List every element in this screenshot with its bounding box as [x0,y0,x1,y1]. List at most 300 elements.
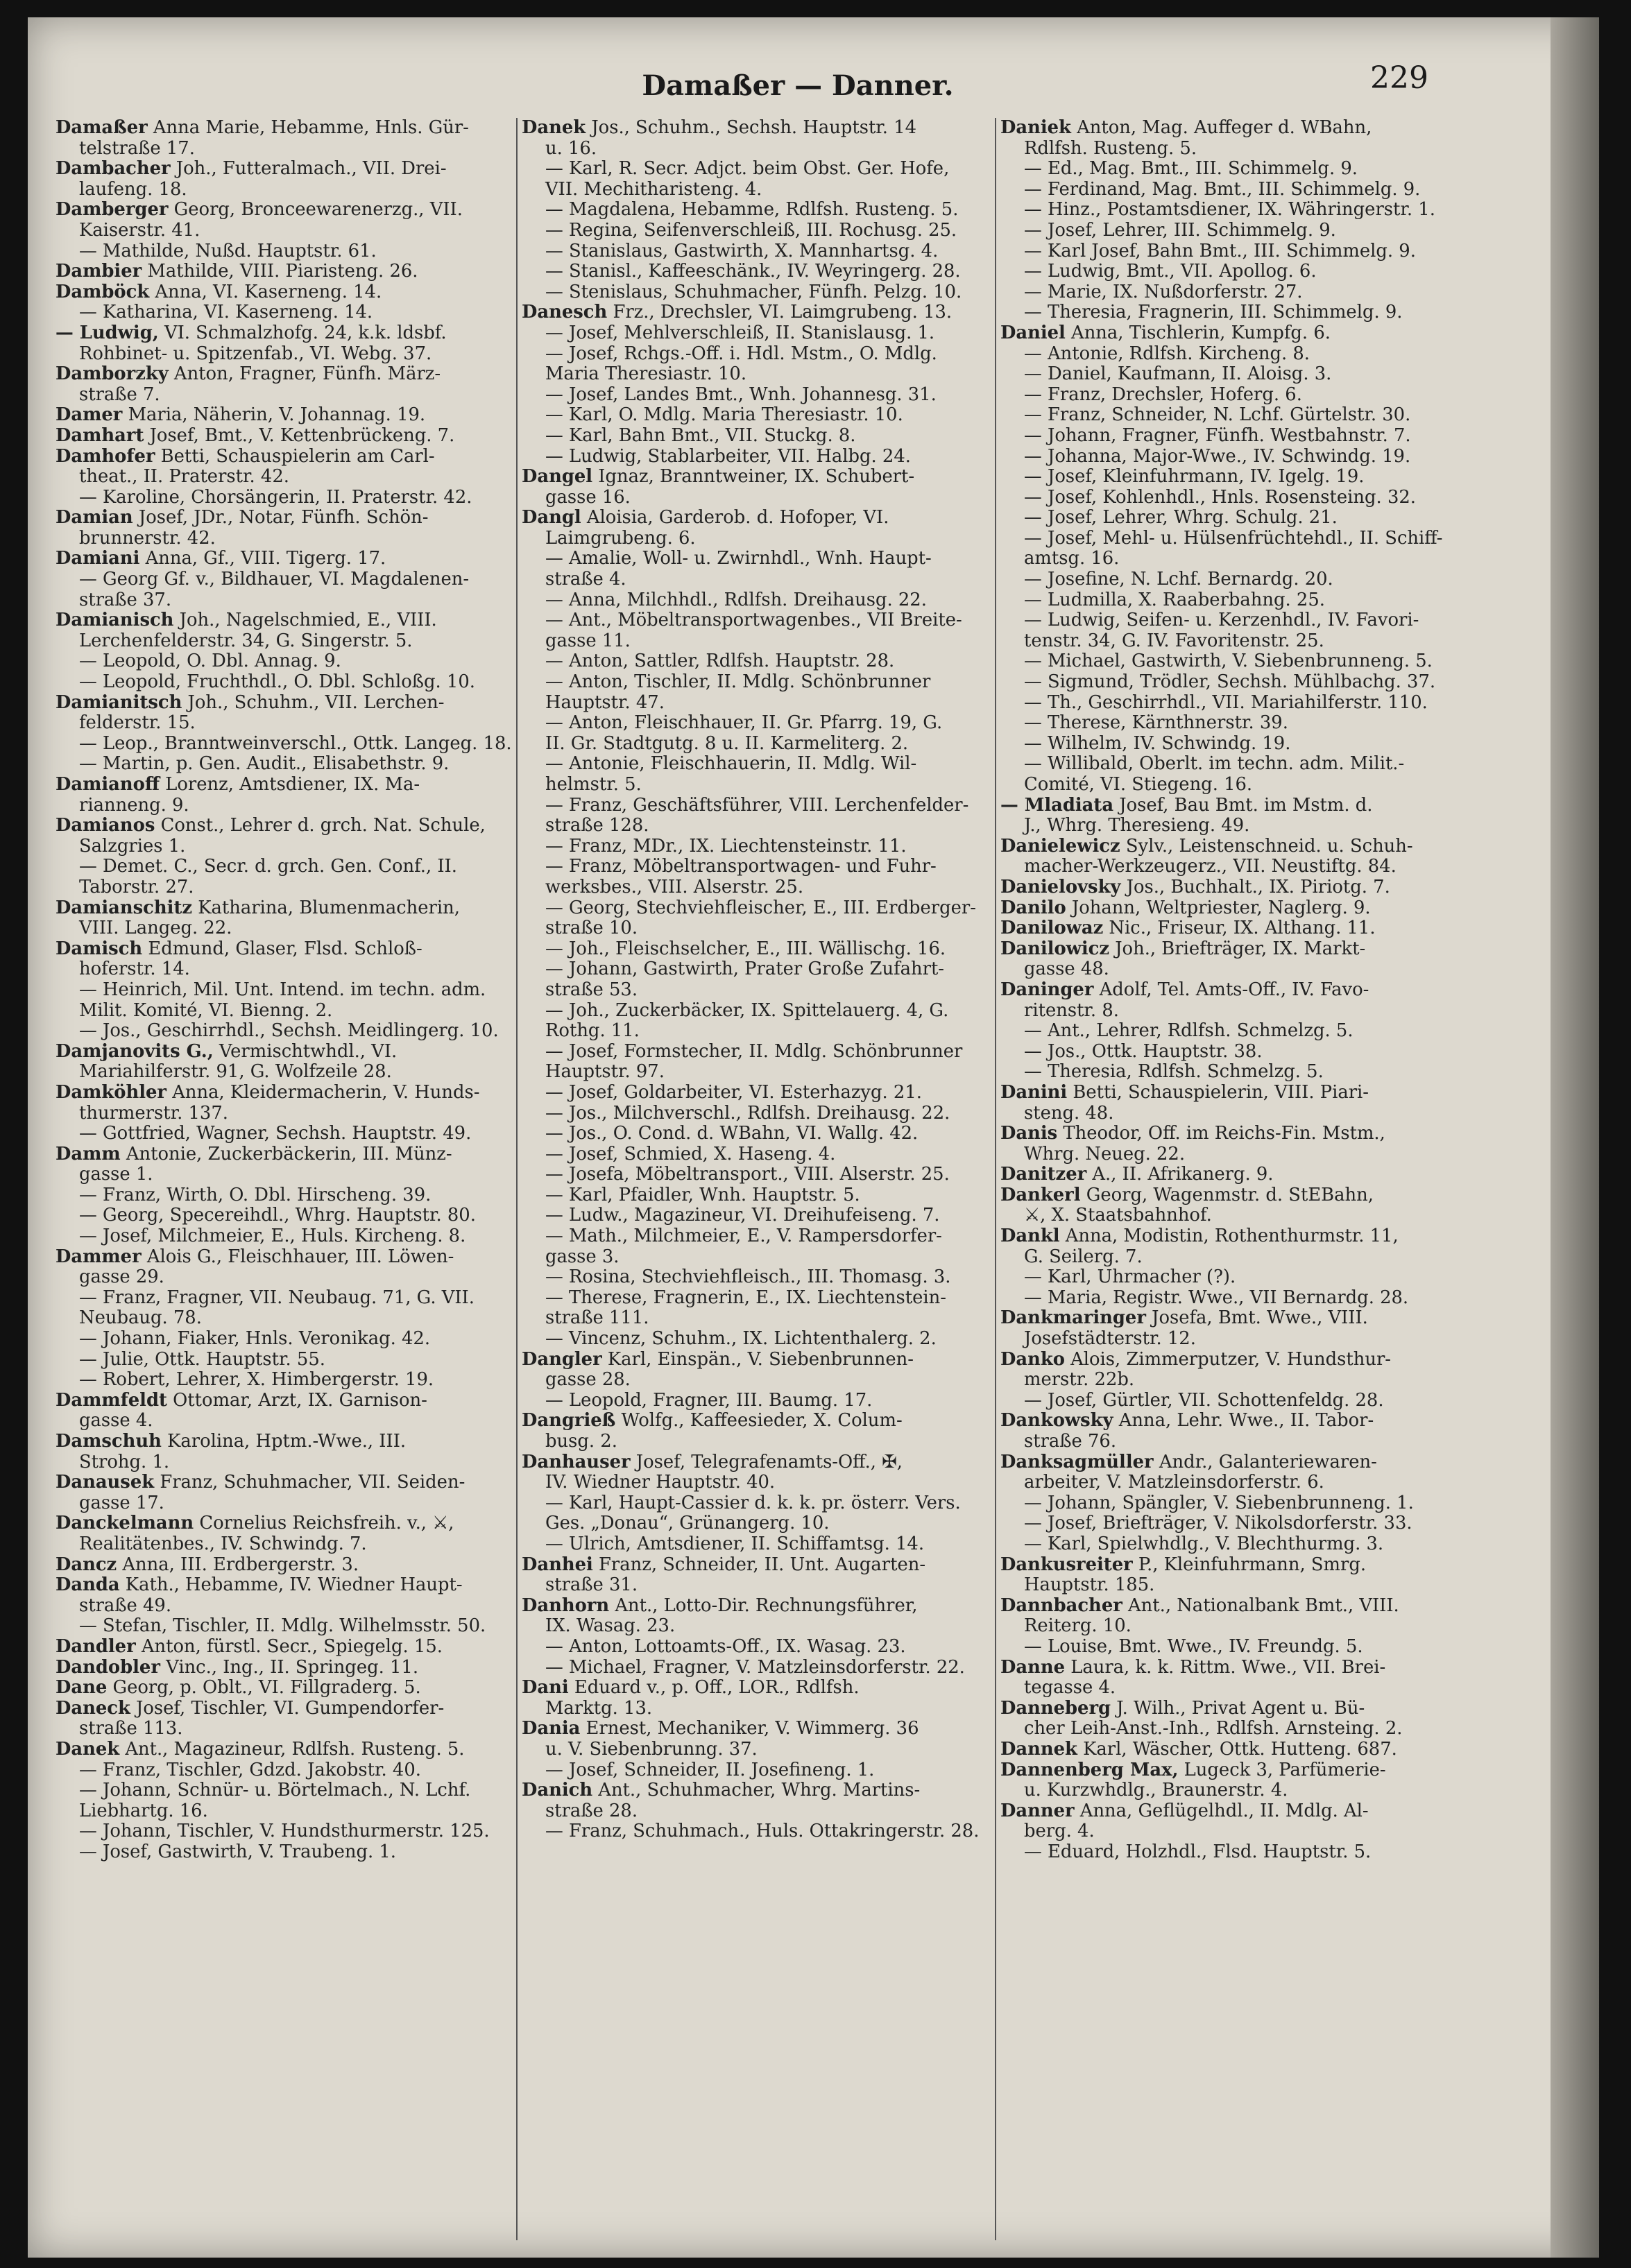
directory-entry-line [522,610,992,631]
entry-text: — Regina, Seifenverschleiß, III. Rochusg. 25. [545,220,957,241]
directory-entry-line [1000,1350,1486,1371]
entry-surname: Damianoff [55,775,160,795]
directory-entry-line [1000,200,1486,221]
directory-entry-line [55,816,513,836]
entry-surname: Damianos [55,816,155,836]
entry-surname: Danesch [522,302,608,323]
entry-surname: Damhart [55,425,144,446]
directory-entry-line [522,467,992,488]
directory-entry-line [55,323,513,344]
directory-entry-line [522,775,992,796]
directory-entry-line [522,1637,992,1658]
directory-entry-line [1000,918,1486,939]
entry-text: — Josef, Mehlverschleiß, II. Stanislausg. 1. [545,323,935,343]
directory-entry-line [522,796,992,816]
directory-entry-line [55,1411,513,1432]
entry-text: — Stanislaus, Gastwirth, X. Mannhartsg. 4. [545,241,939,261]
entry-text: gasse 29. [79,1267,164,1288]
entry-text: felderstr. 15. [79,713,196,734]
directory-entry-line [1000,1042,1486,1063]
entry-text: Franz, Schuhmacher, VII. Seiden- [154,1472,466,1493]
entry-text: Josef, Telegrafenamts-Off., ✠, [630,1452,903,1472]
entry-text: — Ludwig, Stablarbeiter, VII. Halbg. 24. [545,446,911,467]
directory-entry-line [55,1678,513,1699]
entry-text: ⚔, X. Staatsbahnhof. [1024,1205,1212,1226]
entry-text: — Willibald, Oberlt. im techn. adm. Milit.- [1024,754,1405,775]
directory-entry-line [522,1821,992,1842]
entry-text: — Katharina, VI. Kaserneng. 14. [79,302,373,323]
entry-text: Georg, p. Oblt., VI. Fillgraderg. 5. [107,1678,421,1699]
entry-text: — Jos., O. Cond. d. WBahn, VI. Wallg. 42. [545,1124,919,1144]
directory-entry-line [55,1083,513,1103]
directory-entry-line [55,1616,513,1637]
directory-entry-line [55,405,513,426]
entry-text: Josefa, Bmt. Wwe., VIII. [1145,1308,1368,1329]
entry-text: Georg, Wagenmstr. d. StEBahn, [1080,1185,1374,1205]
entry-text: — Josef, Gastwirth, V. Traubeng. 1. [79,1841,397,1862]
directory-entry-line [522,1780,992,1801]
entry-text: — Hinz., Postamtsdiener, IX. Währingerstr. 1. [1024,200,1435,221]
directory-entry-line [55,672,513,693]
entry-text: Anton, Mag. Auffeger d. WBahn, [1070,118,1372,138]
entry-text: Vermischtwhdl., VI. [213,1041,398,1062]
directory-entry-line [1000,980,1486,1001]
entry-text: Ant., Magazineur, Rdlfsh. Rusteng. 5. [119,1739,465,1760]
entry-text: — Karl, O. Mdlg. Maria Theresiastr. 10. [545,405,903,426]
directory-entry-line [1000,1760,1486,1781]
directory-entry-line [1000,1637,1486,1658]
directory-entry-line [55,1842,513,1863]
entry-text: — Johann, Fragner, Fünfh. Westbahnstr. 7. [1024,425,1411,446]
directory-entry-line [55,1801,513,1822]
entry-surname: Dandler [55,1636,136,1657]
entry-text: Ant., Schuhmacher, Whrg. Martins- [592,1780,921,1801]
entry-text: — Th., Geschirrhdl., VII. Mariahilferstr. 110. [1024,692,1428,713]
entry-text: macher-Werkzeugerz., VII. Neustiftg. 84. [1024,857,1397,877]
entry-text: straße 10. [545,918,638,939]
entry-text: — Therese, Fragnerin, E., IX. Liechtenstein- [545,1287,946,1308]
entry-text: berg. 4. [1024,1821,1095,1842]
entry-text: — Martin, p. Gen. Audit., Elisabethstr. 9. [79,754,450,775]
entry-surname: Damjanovits G., [55,1041,214,1062]
entry-text: straße 76. [1024,1432,1117,1452]
directory-entry-line [522,836,992,857]
entry-text: — Leopold, O. Dbl. Annag. 9. [79,651,341,672]
entry-text: Laura, k. k. Rittm. Wwe., VII. Brei- [1065,1657,1386,1678]
directory-entry-line [55,959,513,980]
directory-entry-line [55,1205,513,1226]
entry-text: u. V. Siebenbrunng. 37. [545,1739,758,1760]
entry-text: Laimgrubeng. 6. [545,528,696,549]
directory-entry-line [1000,1534,1486,1555]
directory-entry-line [522,1042,992,1063]
directory-entry-line [522,1370,992,1391]
column-divider [995,118,996,2240]
entry-surname: Danneberg [1000,1698,1111,1719]
entry-text: — Stanisl., Kaffeeschänk., IV. Weyringerg. 28. [545,261,961,282]
directory-entry-line [1000,610,1486,631]
entry-text: J. Wilh., Privat Agent u. Bü- [1111,1698,1365,1719]
directory-entry-line [55,1103,513,1124]
directory-entry-line [1000,959,1486,980]
entry-text: — Josef, Lehrer, Whrg. Schulg. 21. [1024,508,1338,529]
entry-text: — Johanna, Major-Wwe., IV. Schwindg. 19. [1024,446,1411,467]
entry-surname: Dane [55,1678,108,1699]
entry-text: — Josef, Goldarbeiter, VI. Esterhazyg. 21. [545,1082,922,1103]
entry-text: — Jos., Geschirrhdl., Sechsh. Meidlingerg. 10. [79,1021,499,1042]
directory-entry-line [55,877,513,898]
entry-text: Anna, Kleidermacherin, V. Hunds- [166,1082,480,1103]
directory-entry-line [1000,1472,1486,1493]
entry-text: G. Seilerg. 7. [1024,1246,1143,1267]
directory-entry-line [1000,180,1486,200]
entry-text: — Franz, Tischler, Gdzd. Jakobstr. 40. [79,1760,421,1780]
entry-surname: Damianisch [55,610,174,631]
entry-text: — Josef, Briefträger, V. Nikolsdorferstr. 33. [1024,1513,1412,1534]
directory-entry-line [522,1226,992,1247]
directory-entry-line [1000,488,1486,508]
directory-entry-line [55,139,513,160]
directory-entry-line [55,508,513,529]
entry-text: — Johann, Gastwirth, Prater Große Zufahrt- [545,959,945,980]
entry-surname: Dania [522,1719,581,1739]
directory-entry-line [522,1678,992,1699]
entry-text: Josef, JDr., Notar, Fünfh. Schön- [133,508,429,529]
directory-entry-line [55,200,513,221]
directory-entry-line [522,569,992,590]
directory-entry-line [55,1513,513,1534]
directory-column-1 [55,118,513,2240]
entry-text: — Franz, Schneider, N. Lchf. Gürtelstr. 30. [1024,405,1411,426]
directory-entry-line [55,918,513,939]
directory-entry-line [1000,508,1486,529]
entry-text: — Maria, Registr. Wwe., VII Bernardg. 28. [1024,1287,1409,1308]
directory-entry-line [1000,734,1486,755]
directory-entry-line [1000,302,1486,323]
entry-text: arbeiter, V. Matzleinsdorferstr. 6. [1024,1472,1324,1493]
directory-entry-line [55,1493,513,1514]
entry-text: Ernest, Mechaniker, V. Wimmerg. 36 [580,1719,919,1739]
entry-text: Lorenz, Amtsdiener, IX. Ma- [160,775,420,795]
entry-text: — Robert, Lehrer, X. Himbergerstr. 19. [79,1370,434,1391]
entry-surname: Dangel [522,467,593,488]
entry-text: — Karoline, Chorsängerin, II. Praterstr. 42. [79,487,472,508]
entry-text: straße 128. [545,816,649,836]
directory-entry-line [522,693,992,714]
entry-text: — Anton, Sattler, Rdlfsh. Hauptstr. 28. [545,651,895,672]
directory-page [28,17,1599,2258]
directory-entry-line [1000,344,1486,365]
entry-text: helmstr. 5. [545,775,642,795]
directory-entry-line [1000,775,1486,796]
entry-text: — Franz, Fragner, VII. Neubaug. 71, G. VII. [79,1287,475,1308]
directory-entry-line [522,1288,992,1309]
entry-text: Anna, Geflügelhdl., II. Mdlg. Al- [1074,1801,1369,1821]
entry-text: VI. Schmalzhofg. 24, k.k. ldsbf. [158,323,447,343]
entry-surname: Dambier [55,261,142,282]
directory-entry-line [55,221,513,241]
directory-entry-line [55,631,513,652]
directory-entry-line [522,447,992,467]
entry-text: VII. Mechitharisteng. 4. [545,179,762,200]
entry-surname: Dandobler [55,1657,160,1678]
entry-text: — Karl Josef, Bahn Bmt., III. Schimmelg. 9. [1024,241,1416,261]
entry-text: — Jos., Ottk. Hauptstr. 38. [1024,1041,1263,1062]
entry-text: Karl, Einspän., V. Siebenbrunnen- [601,1349,914,1370]
directory-entry-line [522,200,992,221]
directory-entry-line [55,1329,513,1350]
directory-entry-line [55,1658,513,1678]
entry-text: — Michael, Fragner, V. Matzleinsdorferstr. 22. [545,1657,965,1678]
entry-text: Adolf, Tel. Amts-Off., IV. Favo- [1093,979,1369,1000]
entry-text: — Gottfried, Wagner, Sechsh. Hauptstr. 49. [79,1124,472,1144]
directory-entry-line [522,1575,992,1596]
entry-text: straße 49. [79,1595,172,1616]
entry-text: straße 111. [545,1308,649,1329]
directory-entry-line [1000,1452,1486,1473]
entry-text: — Wilhelm, IV. Schwindg. 19. [1024,733,1291,754]
directory-entry-line [55,1432,513,1452]
page-header-title: Damaßer — Danner. [642,69,954,102]
entry-surname: Damborzky [55,364,169,385]
entry-surname: Damianitsch [55,692,182,713]
directory-column-2 [522,118,992,2240]
directory-entry-line [55,1739,513,1760]
entry-text: Vinc., Ing., II. Springeg. 11. [160,1657,419,1678]
entry-text: — Ant., Möbeltransportwagenbes., VII Breite- [545,610,962,631]
directory-entry-line [1000,1226,1486,1247]
directory-entry-line [55,344,513,365]
directory-entry-line [1000,1411,1486,1432]
entry-text: — Heinrich, Mil. Unt. Intend. im techn. adm. [79,979,486,1000]
entry-text: Kath., Hebamme, IV. Wiedner Haupt- [119,1575,463,1596]
entry-text: — Johann, Fiaker, Hnls. Veronikag. 42. [79,1329,431,1350]
entry-surname: Dammfeldt [55,1390,167,1411]
directory-entry-line [55,1760,513,1781]
directory-entry-line [1000,1103,1486,1124]
directory-entry-line [522,1185,992,1206]
entry-surname: Damisch [55,938,143,959]
entry-text: — Ludwig, Bmt., VII. Apollog. 6. [1024,261,1317,282]
directory-entry-line [522,1021,992,1042]
entry-text: — Josef, Landes Bmt., Wnh. Johannesg. 31. [545,384,937,405]
entry-text: straße 113. [79,1719,183,1739]
directory-entry-line [522,159,992,180]
entry-text: gasse 17. [79,1493,164,1513]
entry-text: straße 31. [545,1575,638,1596]
entry-text: Edmund, Glaser, Flsd. Schloß- [142,938,422,959]
entry-text: — Franz, Wirth, O. Dbl. Hirscheng. 39. [79,1185,432,1205]
entry-text: Josef, Bau Bmt. im Mstm. d. [1113,795,1373,816]
entry-text: — Franz, Schuhmach., Huls. Ottakringerstr. 28. [545,1821,980,1842]
directory-entry-line [55,1699,513,1719]
entry-text: Neubaug. 78. [79,1308,202,1329]
entry-text: — Anton, Tischler, II. Mdlg. Schönbrunner [545,672,931,693]
entry-text: Joh., Briefträger, IX. Markt- [1109,938,1366,959]
directory-entry-line [1000,1493,1486,1514]
entry-text: Alois G., Fleischhauer, III. Löwen- [141,1246,454,1267]
entry-text: Realitätenbes., IV. Schwindg. 7. [79,1534,367,1554]
entry-surname: Damköhler [55,1082,167,1103]
entry-text: Betti, Schauspielerin am Carl- [155,446,435,467]
entry-surname: Damian [55,508,133,529]
directory-entry-line [55,857,513,877]
entry-surname: — Ludwig, [55,323,159,343]
entry-text: — Josef, Rchgs.-Off. i. Hdl. Mstm., O. Mdlg. [545,343,937,364]
entry-text: Hauptstr. 47. [545,692,665,713]
entry-text: — Stenislaus, Schuhmacher, Fünfh. Pelzg. 10. [545,282,962,302]
directory-entry-line [1000,877,1486,898]
entry-surname: Damaßer [55,118,148,138]
entry-text: — Joh., Fleischselcher, E., III. Wällischg. 16. [545,938,946,959]
entry-surname: Damhofer [55,446,155,467]
directory-entry-line [522,1001,992,1022]
entry-text: straße 28. [545,1801,638,1821]
entry-surname: Danielovsky [1000,877,1121,897]
directory-entry-line [522,221,992,241]
entry-text: thurmerstr. 137. [79,1103,228,1124]
directory-entry-line [55,1555,513,1576]
entry-text: — Karl, Haupt-Cassier d. k. k. pr. österr. Vers. [545,1493,961,1513]
directory-entry-line [1000,1596,1486,1617]
entry-text: Anton, Fragner, Fünfh. März- [168,364,441,385]
entry-text: Maria Theresiastr. 10. [545,364,747,385]
entry-surname: Damböck [55,282,150,302]
directory-entry-line [55,159,513,180]
entry-text: — Ludw., Magazineur, VI. Dreihufeiseng. 7. [545,1205,940,1226]
entry-text: Maria, Näherin, V. Johannag. 19. [122,405,426,426]
entry-text: — Karl, R. Secr. Adjct. beim Obst. Ger. Hofe, [545,159,950,180]
entry-text: — Stefan, Tischler, II. Mdlg. Wilhelmsstr. 50. [79,1616,486,1637]
entry-text: Ignaz, Branntweiner, IX. Schubert- [592,467,915,488]
entry-text: — Josef, Kleinfuhrmann, IV. Igelg. 19. [1024,467,1365,488]
directory-entry-line [55,529,513,549]
directory-entry-line [522,261,992,282]
directory-entry-line [55,1144,513,1165]
entry-text: — Georg, Stechviehfleischer, E., III. Erdberger- [545,897,976,918]
directory-entry-line [522,651,992,672]
directory-entry-line [522,1391,992,1411]
entry-text: Mariahilferstr. 91, G. Wolfzeile 28. [79,1062,392,1083]
directory-entry-line [522,754,992,775]
entry-text: Nic., Friseur, IX. Althang. 11. [1103,918,1376,939]
directory-entry-line [522,1534,992,1555]
directory-entry-line [1000,1185,1486,1206]
entry-surname: Daniel [1000,323,1066,343]
entry-text: tenstr. 34, G. IV. Favoritenstr. 25. [1024,630,1324,651]
entry-text: hoferstr. 14. [79,959,190,980]
directory-entry-line [522,344,992,365]
entry-text: — Franz, Geschäftsführer, VIII. Lerchenfelder- [545,795,969,816]
entry-text: Josefstädterstr. 12. [1024,1329,1196,1350]
directory-entry-line [522,1555,992,1576]
entry-surname: Dangl [522,508,581,529]
entry-text: Whrg. Neueg. 22. [1024,1144,1186,1165]
entry-text: Karl, Wäscher, Ottk. Hutteng. 687. [1077,1739,1397,1760]
directory-entry-line [522,1513,992,1534]
directory-entry-line [55,1452,513,1473]
directory-entry-line [55,1821,513,1842]
directory-entry-line [522,1432,992,1452]
entry-text: Georg, Bronceewarenerzg., VII. [168,200,463,221]
entry-text: Jos., Buchhalt., IX. Piriotg. 7. [1120,877,1390,897]
entry-text: A., II. Afrikanerg. 9. [1086,1165,1274,1185]
directory-entry-line [522,877,992,898]
entry-surname: Dammer [55,1246,142,1267]
directory-entry-line [1000,1329,1486,1350]
directory-entry-line [522,1124,992,1144]
directory-entry-line [55,1637,513,1658]
directory-entry-line [55,1288,513,1309]
page-edge-shadow [1551,17,1599,2258]
directory-entry-line [55,980,513,1001]
entry-text: — Theresia, Rdlfsh. Schmelzg. 5. [1024,1062,1324,1083]
directory-entry-line [1000,159,1486,180]
entry-text: Anna, Modistin, Rothenthurmstr. 11, [1059,1226,1399,1247]
entry-text: Joh., Schuhm., VII. Lerchen- [182,692,445,713]
entry-text: Anna, Lehr. Wwe., II. Tabor- [1113,1411,1374,1432]
entry-text: Ges. „Donau“, Grünangerg. 10. [545,1513,830,1534]
entry-text: Hauptstr. 185. [1024,1575,1155,1596]
entry-text: — Mathilde, Nußd. Hauptstr. 61. [79,241,377,261]
entry-text: Wolfg., Kaffeesieder, X. Colum- [615,1411,903,1432]
entry-text: — Anna, Milchhdl., Rdlfsh. Dreihausg. 22. [545,590,927,610]
entry-text: — Karl, Pfaidler, Wnh. Hauptstr. 5. [545,1185,860,1205]
entry-text: busg. 2. [545,1432,617,1452]
entry-text: — Franz, Möbeltransportwagen- und Fuhr- [545,857,937,877]
entry-text: — Ant., Lehrer, Rdlfsh. Schmelzg. 5. [1024,1021,1354,1042]
entry-text: II. Gr. Stadtgutg. 8 u. II. Karmeliterg. 2. [545,733,909,754]
directory-entry-line [55,1124,513,1144]
entry-surname: Dannbacher [1000,1595,1122,1616]
directory-entry-line [55,796,513,816]
entry-text: — Karl, Uhrmacher (?). [1024,1267,1236,1288]
entry-text: tegasse 4. [1024,1678,1116,1699]
directory-entry-line [522,1247,992,1268]
entry-text: — Vincenz, Schuhm., IX. Lichtenthalerg. 2. [545,1329,937,1350]
entry-text: gasse 3. [545,1246,620,1267]
directory-entry-line [55,1575,513,1596]
entry-text: Marktg. 13. [545,1698,653,1719]
directory-entry-line [1000,221,1486,241]
entry-text: — Theresia, Fragnerin, III. Schimmelg. 9. [1024,302,1403,323]
entry-surname: Dankerl [1000,1185,1081,1205]
entry-text: — Eduard, Holzhdl., Flsd. Hauptstr. 5. [1024,1841,1372,1862]
entry-text: — Leopold, Fragner, III. Baumg. 17. [545,1390,873,1411]
entry-text: Anna Marie, Hebamme, Hnls. Gür- [147,118,469,138]
entry-text: Theodor, Off. im Reichs-Fin. Mstm., [1057,1124,1385,1144]
entry-surname: Danksagmüller [1000,1452,1154,1472]
entry-text: — Josef, Gürtler, VII. Schottenfeldg. 28. [1024,1390,1384,1411]
directory-entry-line [522,180,992,200]
entry-surname: Damschuh [55,1432,162,1452]
directory-entry-line [1000,631,1486,652]
directory-entry-line [1000,1719,1486,1739]
directory-entry-line [55,590,513,611]
directory-entry-line [1000,1432,1486,1452]
entry-text: Const., Lehrer d. grch. Nat. Schule, [155,816,486,836]
directory-entry-line [522,1267,992,1288]
entry-surname: Danilowicz [1000,938,1110,959]
directory-entry-line [522,816,992,836]
entry-surname: Dankl [1000,1226,1060,1247]
directory-entry-line [522,1719,992,1739]
entry-text: Rothg. 11. [545,1021,640,1042]
entry-text: — Amalie, Woll- u. Zwirnhdl., Wnh. Haupt- [545,549,932,569]
entry-text: Antonie, Zuckerbäckerin, III. Münz- [120,1144,452,1165]
directory-entry-line [522,939,992,960]
directory-entry-line [522,385,992,406]
